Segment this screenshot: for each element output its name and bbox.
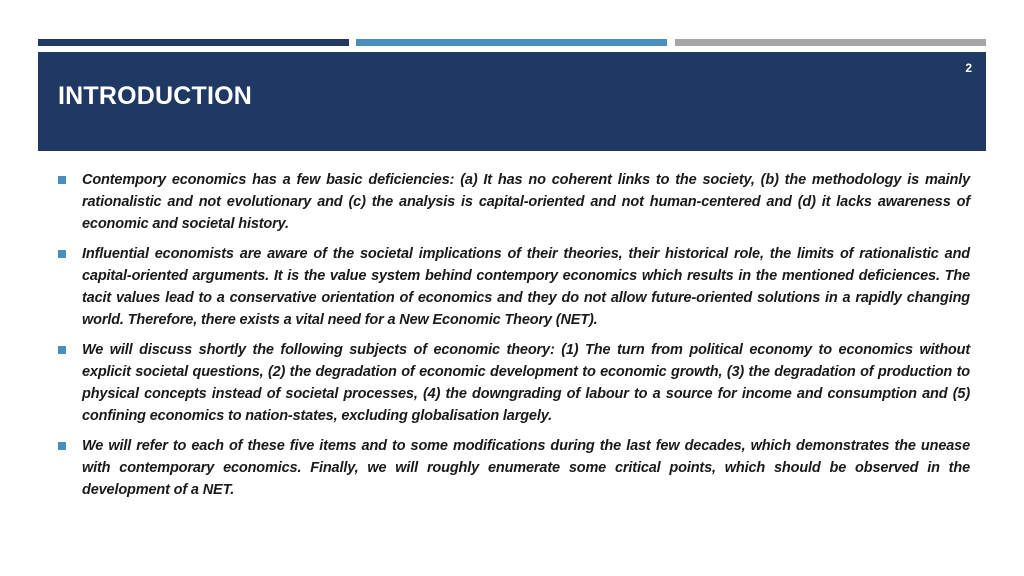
bullet-text: Contempory economics has a few basic deficiencies: (a) It has no coherent links to the society, (b) the methodology is mainly rationalistic and not evolutionary and (c) the analysis is capital-oriented and not human-centered and (d) it lacks awareness of economic and societal history.: [82, 172, 970, 232]
top-stripe-navy: [38, 39, 349, 46]
square-bullet-icon: [58, 442, 66, 450]
bullet-text: We will refer to each of these five items and to some modifications during the last few decades, which demonstrates the unease with contemporary economics. Finally, we will roughly enumerate some critical points, which should be observed in the development of a NET.: [82, 438, 970, 498]
bullet-text: We will discuss shortly the following subjects of economic theory: (1) The turn from political economy to economics without explicit societal questions, (2) the degradation of economic development to economic growth, (3) the degradation of production to physical concepts instead of societal processes, (4) the downgrading of labour to a source for income and consumption and (5) confining economics to nation-states, excluding globalisation largely.: [82, 342, 970, 424]
bullet-item: [58, 339, 970, 427]
title-banner: [38, 52, 986, 151]
top-stripe-gray: [675, 39, 986, 46]
bullet-list: [58, 169, 970, 509]
top-stripe-blue: [356, 39, 667, 46]
bullet-item: [58, 169, 970, 235]
bullet-item: [58, 243, 970, 331]
square-bullet-icon: [58, 250, 66, 258]
slide-title: INTRODUCTION: [58, 82, 253, 110]
bullet-item: [58, 435, 970, 501]
square-bullet-icon: [58, 346, 66, 354]
page-number: 2: [965, 61, 972, 75]
bullet-text: Influential economists are aware of the societal implications of their theories, their historical role, the limits of rationalistic and capital-oriented arguments. It is the value system behind contempory economics which results in the mentioned deficiences. The tacit values lead to a conservative orientation of economics and they do not allow future-oriented solutions in a rapidly changing world. Therefore, there exists a vital need for a New Economic Theory (NET).: [82, 246, 970, 328]
square-bullet-icon: [58, 176, 66, 184]
